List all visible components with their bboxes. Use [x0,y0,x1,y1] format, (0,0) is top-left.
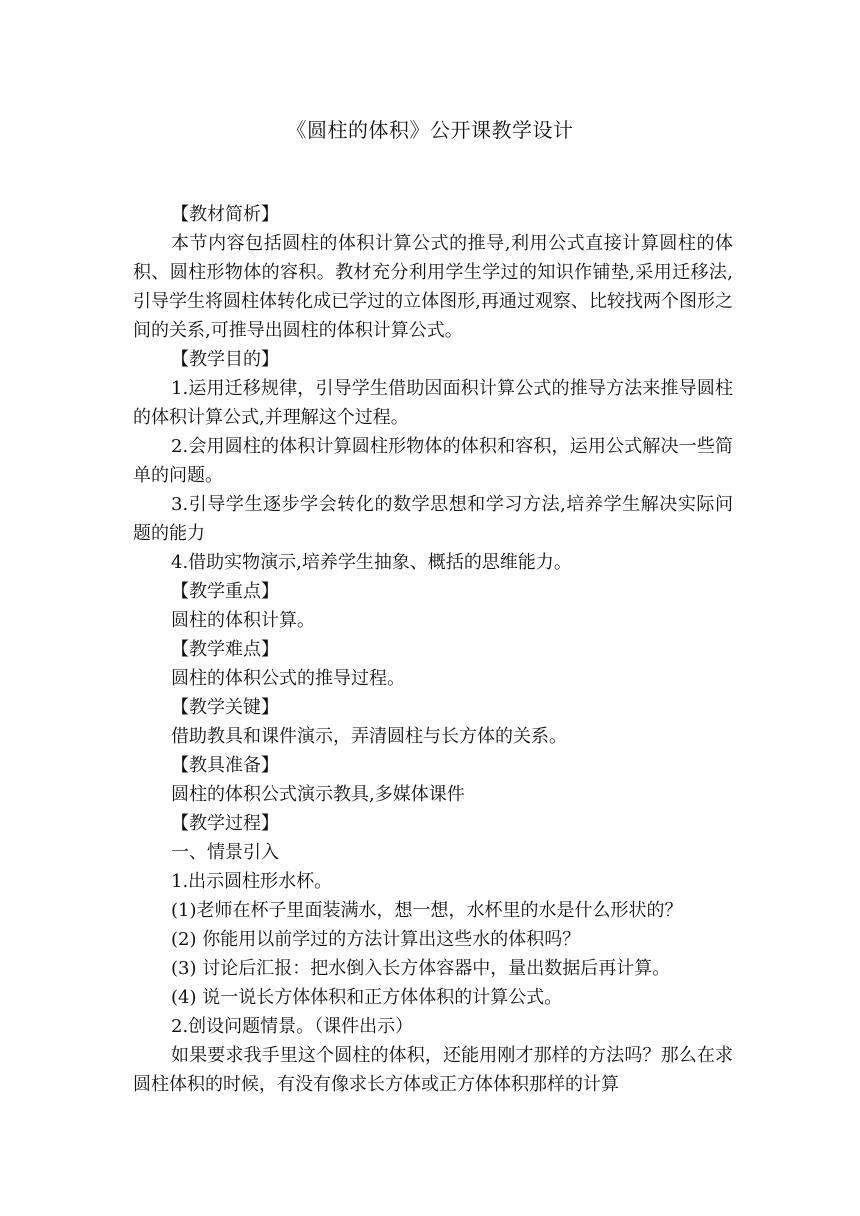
section-heading-materials: 【教具准备】 [171,755,279,776]
document-title: 《圆柱的体积》公开课教学设计 [286,118,574,142]
section-heading-teaching-process: 【教学过程】 [171,813,279,834]
objective-item-2: 2.会用圆柱的体积计算圆柱形物体的体积和容积，运用公式解决一些简单的问题。 [133,436,733,486]
process-question-1: (1)老师在杯子里面装满水，想一想，水杯里的水是什么形状的？ [171,900,683,921]
section-heading-teaching-key: 【教学关键】 [171,697,279,718]
process-question-4: (4) 说一说长方体体积和正方体体积的计算公式。 [171,987,563,1008]
section-heading-key-points: 【教学重点】 [171,581,279,602]
materials-text: 圆柱的体积公式演示教具,多媒体课件 [171,784,465,805]
teaching-key-text: 借助教具和课件演示，弄清圆柱与长方体的关系。 [171,726,567,747]
document-body [133,200,733,1099]
section-heading-difficulties: 【教学难点】 [171,639,279,660]
section-heading-textbook-analysis: 【教材简析】 [171,204,279,225]
paragraph-textbook-analysis: 本节内容包括圆柱的体积计算公式的推导,利用公式直接计算圆柱的体积、圆柱形物体的容积。教材充分利用学生学过的知识作铺垫,采用迁移法,引导学生将圆柱体转化成已学过的立体图形,再通过观察、比较找两个图形之间的关系,可推导出圆柱的体积计算公式。 [133,233,733,341]
objective-item-3: 3.引导学生逐步学会转化的数学思想和学习方法,培养学生解决实际问题的能力 [133,494,733,544]
difficulties-text: 圆柱的体积公式的推导过程。 [171,668,405,689]
process-question-2: (2) 你能用以前学过的方法计算出这些水的体积吗？ [171,929,581,950]
key-points-text: 圆柱的体积计算。 [171,610,315,631]
process-step-2: 2.创设问题情景。（课件出示） [171,1016,414,1037]
process-part-1-heading: 一、情景引入 [171,842,279,863]
section-heading-teaching-objectives: 【教学目的】 [171,349,279,370]
objective-item-1: 1.运用迁移规律，引导学生借助因面积计算公式的推导方法来推导圆柱的体积计算公式,并理解这个过程。 [133,378,733,428]
objective-item-4: 4.借助实物演示,培养学生抽象、概括的思维能力。 [171,552,572,573]
process-question-3: (3) 讨论后汇报：把水倒入长方体容器中，量出数据后再计算。 [171,958,671,979]
process-step-2-text: 如果要求我手里这个圆柱的体积，还能用刚才那样的方法吗？那么在求圆柱体积的时候，有没有像求长方体或正方体体积那样的计算 [133,1045,733,1095]
process-step-1: 1.出示圆柱形水杯。 [171,871,333,892]
